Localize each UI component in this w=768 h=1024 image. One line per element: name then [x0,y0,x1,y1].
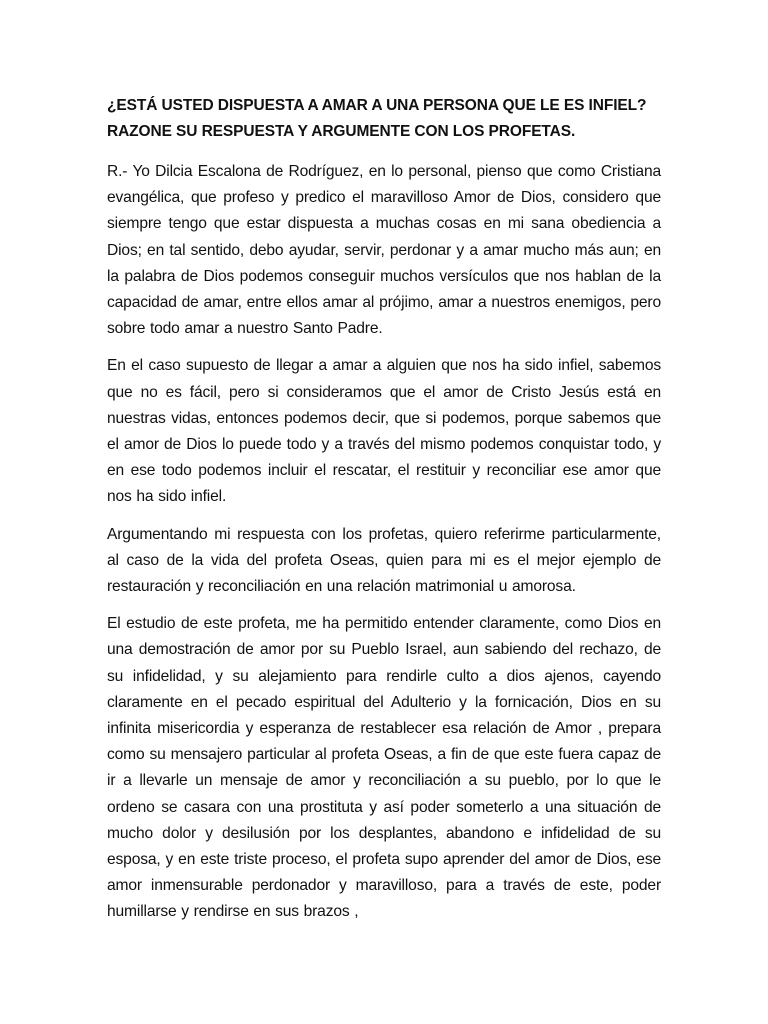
heading-instruction: RAZONE SU RESPUESTA Y ARGUMENTE CON LOS PROFETAS. [107,123,576,140]
paragraph-prophets-argument: Argumentando mi respuesta con los profetas, quiero referirme particularmente, al caso de la vida del profeta Oseas, quien para mi es el mejor ejemplo de restauración y reconciliación en una relación matrimonial u amorosa. [107,525,661,596]
document-heading [107,93,661,145]
document-page [107,93,661,937]
paragraph-infidelity-case: En el caso supuesto de llegar a amar a alguien que nos ha sido infiel, sabemos que no es fácil, pero si consideramos que el amor de Cristo Jesús está en nuestras vidas, entonces podemos decir, que si podemos, porque sabemos que el amor de Dios lo puede todo y a través del mismo podemos conquistar todo, y en ese todo podemos incluir el rescatar, el restituir y reconciliar ese amor que nos ha sido infiel. [107,357,661,506]
paragraph-answer-intro: R.- Yo Dilcia Escalona de Rodríguez, en lo personal, pienso que como Cristiana evangélica, que profeso y predico el maravilloso Amor de Dios, considero que siempre tengo que estar dispuesta a muchas cosas en mi sana obediencia a Dios; en tal sentido, debo ayudar, servir, perdonar y a amar mucho más aun; en la palabra de Dios podemos conseguir muchos versículos que nos hablan de la capacidad de amar, entre ellos amar al prójimo, amar a nuestros enemigos, pero sobre todo amar a nuestro Santo Padre. [107,163,661,338]
paragraph-oseas-study: El estudio de este profeta, me ha permitido entender claramente, como Dios en una demostración de amor por su Pueblo Israel, aun sabiendo del rechazo, de su infidelidad, y su alejamiento para rendirle culto a dios ajenos, cayendo claramente en el pecado espiritual del Adulterio y la fornicación, Dios en su infinita misericordia y esperanza de restablecer esa relación de Amor , prepara como su mensajero particular al profeta Oseas, a fin de que este fuera capaz de ir a llevarle un mensaje de amor y reconciliación a su pueblo, por lo que le ordeno se casara con una prostituta y así poder someterlo a una situación de mucho dolor y desilusión por los desplantes, abandono e infidelidad de su esposa, y en este triste proceso, el profeta supo aprender del amor de Dios, ese amor inmensurable perdonador y maravilloso, para a través de este, poder humillarse y rendirse en sus brazos , [107,615,661,921]
heading-question: ¿ESTÁ USTED DISPUESTA A AMAR A UNA PERSONA QUE LE ES INFIEL? [107,97,647,114]
